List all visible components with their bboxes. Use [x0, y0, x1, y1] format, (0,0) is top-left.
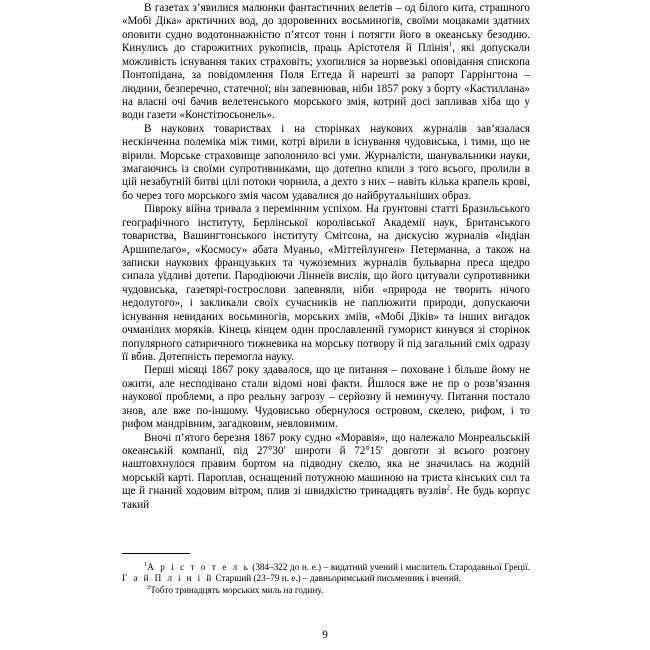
paragraph-war [122, 203, 530, 364]
footnote-item-1 [122, 562, 530, 585]
footnote-separator-rule [122, 553, 190, 554]
footnote-text-middle: (384–322 до н. е.) – видатний учений і мислитель Стародавньої Греції. [249, 562, 531, 572]
page-number: 9 [322, 629, 328, 641]
footnote-reference-1[interactable]: 1 [448, 41, 453, 49]
paragraph-text: В газетах з’явилися малюнки фантастичних велетів – од білого кита, страшного «Мобі Діка» арктичних вод, до здоровенних восьминогів, своїми моцаками здатних оповити судно водотоннажністю п’ятсот тонн і потягти його в океанську безодню. Кинулись до старожитних рукописів, праць Арістотеля й Плінія [122, 2, 530, 55]
footnote-marker: 1 [144, 560, 148, 568]
paragraph-text-continued: . Не будь корпус такий [122, 485, 530, 511]
footnote-text: Тобто тринадцять морських миль на годину. [150, 584, 324, 595]
paragraph-moravia [122, 432, 530, 513]
footnote-person-name-aristotle: А р і с т о т е л ь [147, 562, 250, 572]
paragraph-1867 [122, 364, 530, 431]
paragraph-text: Півроку війна тривала з перемінним успіхом. На ґрунтовні статті Бразильського географічного інституту, Берлінської королівської Академії наук, Британського товариства, Вашингтонського інституту Смітсона, на дискусію журналів «Індіан Аршипелаго», «Космосу» абата Муаньо, «Міттейлунген» Петерманна, а також на записки наукових французьких та чужоземних журналів бульварна преса щедро сипала уїдливі дотепи. Пародіюючи Ліннеїв вислів, що його цитували супротивники чудовиська, газетярі-гострослови запевняли, ніби «природа не творить нічого недолугого», і закликали своїх сучасників не паплюжити природи, допускаючи існування невиданих восьминогів, морських зміїв, «Мобі Діків» та інших вигадок очманілих моряків. Кінець кінцем один прославлений гуморист кинувся зі сторінок популярного сатиричного тижневика на морську потвору й під загальний сміх одразу її вбив. Дотепність перемогла науку. [122, 203, 530, 363]
footnote-reference-2[interactable]: 2 [446, 484, 451, 492]
paragraph-text: Перші місяці 1867 року здавалося, що це питання – поховане і більше йому не ожити, але несподівано стали відомі нові факти. Йшлося вже не пр о розв’язання наукової проблеми, а про реальну загрозу – серйозну й неминучу. Питання постало знов, але вже по-іншому. Чудовисько обернулося островом, скелею, рифом, і то рифом мандрівним, загадковим, невловимим. [122, 364, 530, 431]
paragraph-text-continued: , які допускали можливість існування таких страховіть; ухопилися за норвезькі оповідання спископа Понтопідана, за повідомлення Поля Еггеда й нарешті за рапорт Гаррінгтона – людини, безперечно, статечної; він запевнював, ніби 1857 року з борту «Кастиллана» на власні очі бачив велетенського морського змія, котрий досі запливав хіба що у води газети «Констітюсьонель». [122, 42, 530, 122]
paragraph-newspapers [122, 2, 530, 123]
paragraph-polemic [122, 123, 530, 204]
paragraph-text: В наукових товариствах і на сторінках наукових журналів зав’язалася нескінченна полеміка між тими, котрі вірили в існування чудовиська, і тими, що не вірили. Морське страховище заполонило всі уми. Журналісти, шанувальники науки, змагаючись із своїми супротивниками, що дотепно кпили з того всього, пролили в цій незабутній битві цілі потоки чорнила, а дехто з них – навіть кілька крапель крові, бо через того морського змія часом удавалися до найбрутальніших образ. [122, 122, 530, 202]
body-text-column [122, 2, 530, 512]
paragraph-text: Вночі п’ятого березня 1867 року судно «Моравія», що належало Монреальській океанській компанії, під 27°30′ широти й 72°15′ довготи зі всього розгону наштовхнулося правим бортом на підводну скелю, яка не значилась на жодній морській карті. Пароплав, оснащений потужною машиною на триста кінських сил та ще й гнаний ходовим вітром, плив зі швидкістю тринадцять вузлів [122, 431, 530, 498]
footnote-area [122, 553, 530, 596]
footnote-marker: 2 [147, 583, 151, 591]
footnote-item-2 [122, 585, 530, 596]
footnote-person-name-pliny: Г а й П л і н і й [122, 573, 214, 584]
footnote-text-tail: Старший (23–79 н. е.) – давньоримський письменник і вчений. [213, 573, 461, 584]
